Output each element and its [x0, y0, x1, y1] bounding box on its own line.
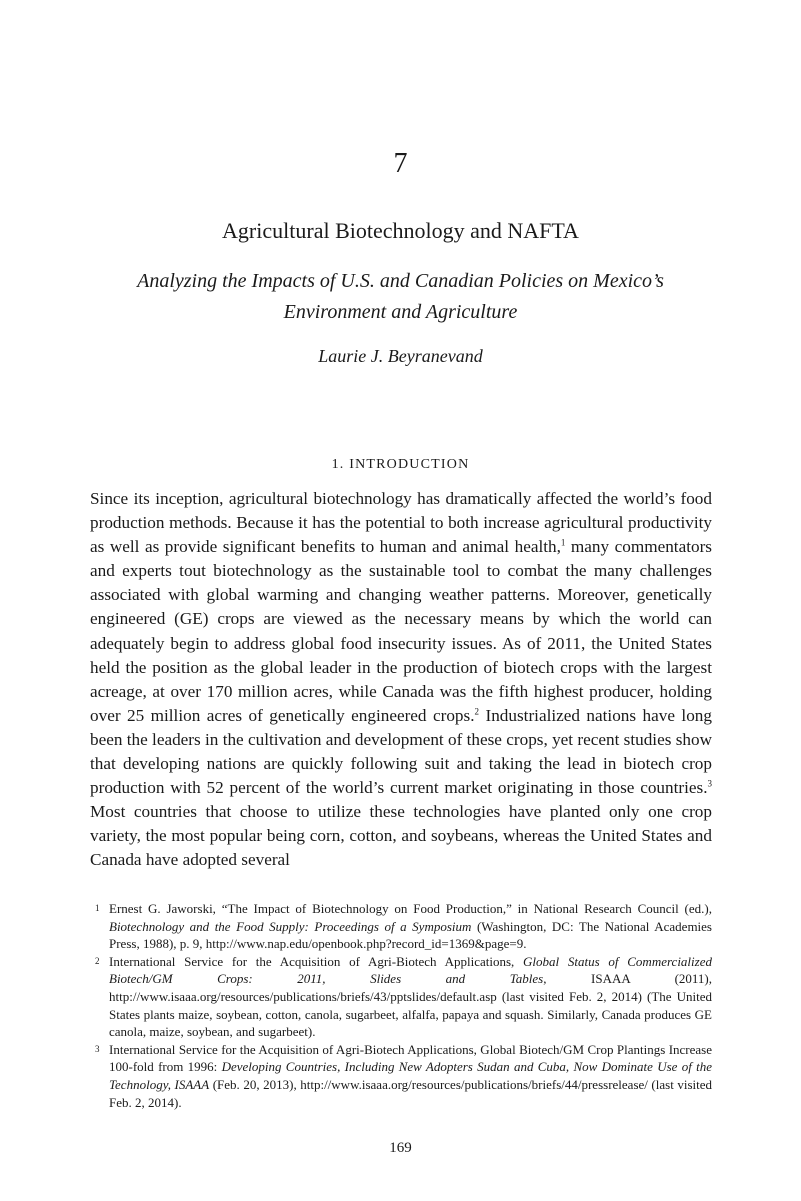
author-name: Laurie J. Beyranevand — [318, 346, 483, 366]
chapter-subtitle: Analyzing the Impacts of U.S. and Canadian Policies on Mexico’s Environment and Agriculture — [137, 270, 664, 323]
footnote-mark: 1 — [95, 903, 100, 913]
footnote-ref-1: 1 — [560, 537, 566, 548]
footnote-text: International Service for the Acquisition of Agri-Biotech Applications, — [109, 953, 524, 969]
footnote-title: Global Status of Commercialized Biotech/GM Crops: 2011, Slides and Tables — [109, 953, 712, 987]
chapter-number: 7 — [393, 148, 408, 179]
footnote-mark: 2 — [95, 955, 100, 966]
footnote-ref-2: 2 — [474, 706, 480, 717]
footnote — [90, 953, 712, 1041]
body-text-4: Most countries that choose to utilize these technologies have planted only one crop variety, the most popular being corn, cotton, and soybeans, whereas the United States and Canada have adopted several — [90, 802, 712, 870]
footnote-text: Ernest G. Jaworski, “The Impact of Biotechnology on Food Production,” in National Research Council (ed.), — [109, 901, 712, 916]
footnote-ref-3: 3 — [707, 778, 712, 789]
footnotes — [90, 900, 712, 1111]
footnote-title: Biotechnology and the Food Supply: Proceedings of a Symposium — [109, 918, 472, 934]
chapter-title: Agricultural Biotechnology and NAFTA — [222, 218, 579, 243]
section-heading: 1. INTRODUCTION — [331, 457, 470, 472]
body-paragraph — [90, 487, 712, 873]
footnote — [90, 1041, 712, 1111]
footnote-title: Developing Countries, Including New Adopters Sudan and Cuba, Now Dominate Use of the Technology, ISAAA — [109, 1059, 713, 1092]
footnote-text: (Washington, DC: The National Academies Press, 1988), p. 9, http://www.nap.edu/openbook.php?record_id=1369&page=9. — [109, 918, 712, 952]
page-number: 169 — [389, 1140, 412, 1156]
footnote-text: , ISAAA (2011), http://www.isaaa.org/resources/publications/briefs/43/pptslides/default.asp (last visited Feb. 2, 2014) (The United States plants maize, soybean, cotton, canola, sugarbeet, alfalfa, papaya and squash. Similarly, Canada produces GE canola, maize, soybean, and sugarbeet). — [109, 971, 712, 1040]
footnote-text: International Service for the Acquisition of Agri-Biotech Applications, Global Biotech/GM Crop Plantings Increase 100-fold from 1996: — [109, 1041, 712, 1075]
body-text-3: Industrialized nations have long been the leaders in the cultivation and development of these crops, yet recent studies show that developing nations are quickly following suit and taking the lead in biotech crop production with 52 percent of the world’s current market originating in those countries. — [90, 705, 712, 798]
footnote — [90, 900, 712, 953]
footnote-mark: 3 — [95, 1043, 100, 1054]
footnote-text: (Feb. 20, 2013), http://www.isaaa.org/resources/publications/briefs/44/pressrelease/ (last visited Feb. 2, 2014). — [109, 1076, 712, 1110]
body-text-2: many commentators and experts tout biotechnology as the sustainable tool to combat the many challenges associated with global warming and changing weather patterns. Moreover, genetically engineered (GE) crops are viewed as the necessary means by which the world can adequately begin to address global food insecurity issues. As of 2011, the United States held the position as the global leader in the production of biotech crops with the largest acreage, at over 170 million acres, while Canada was the fifth highest producer, holding over 25 million acres of genetically engineered crops. — [90, 537, 712, 725]
body-text-1: Since its inception, agricultural biotechnology has dramatically affected the world’s food production methods. Because it has the potential to both increase agricultural productivity as well as provide significant benefits to human and animal health, — [90, 489, 712, 557]
